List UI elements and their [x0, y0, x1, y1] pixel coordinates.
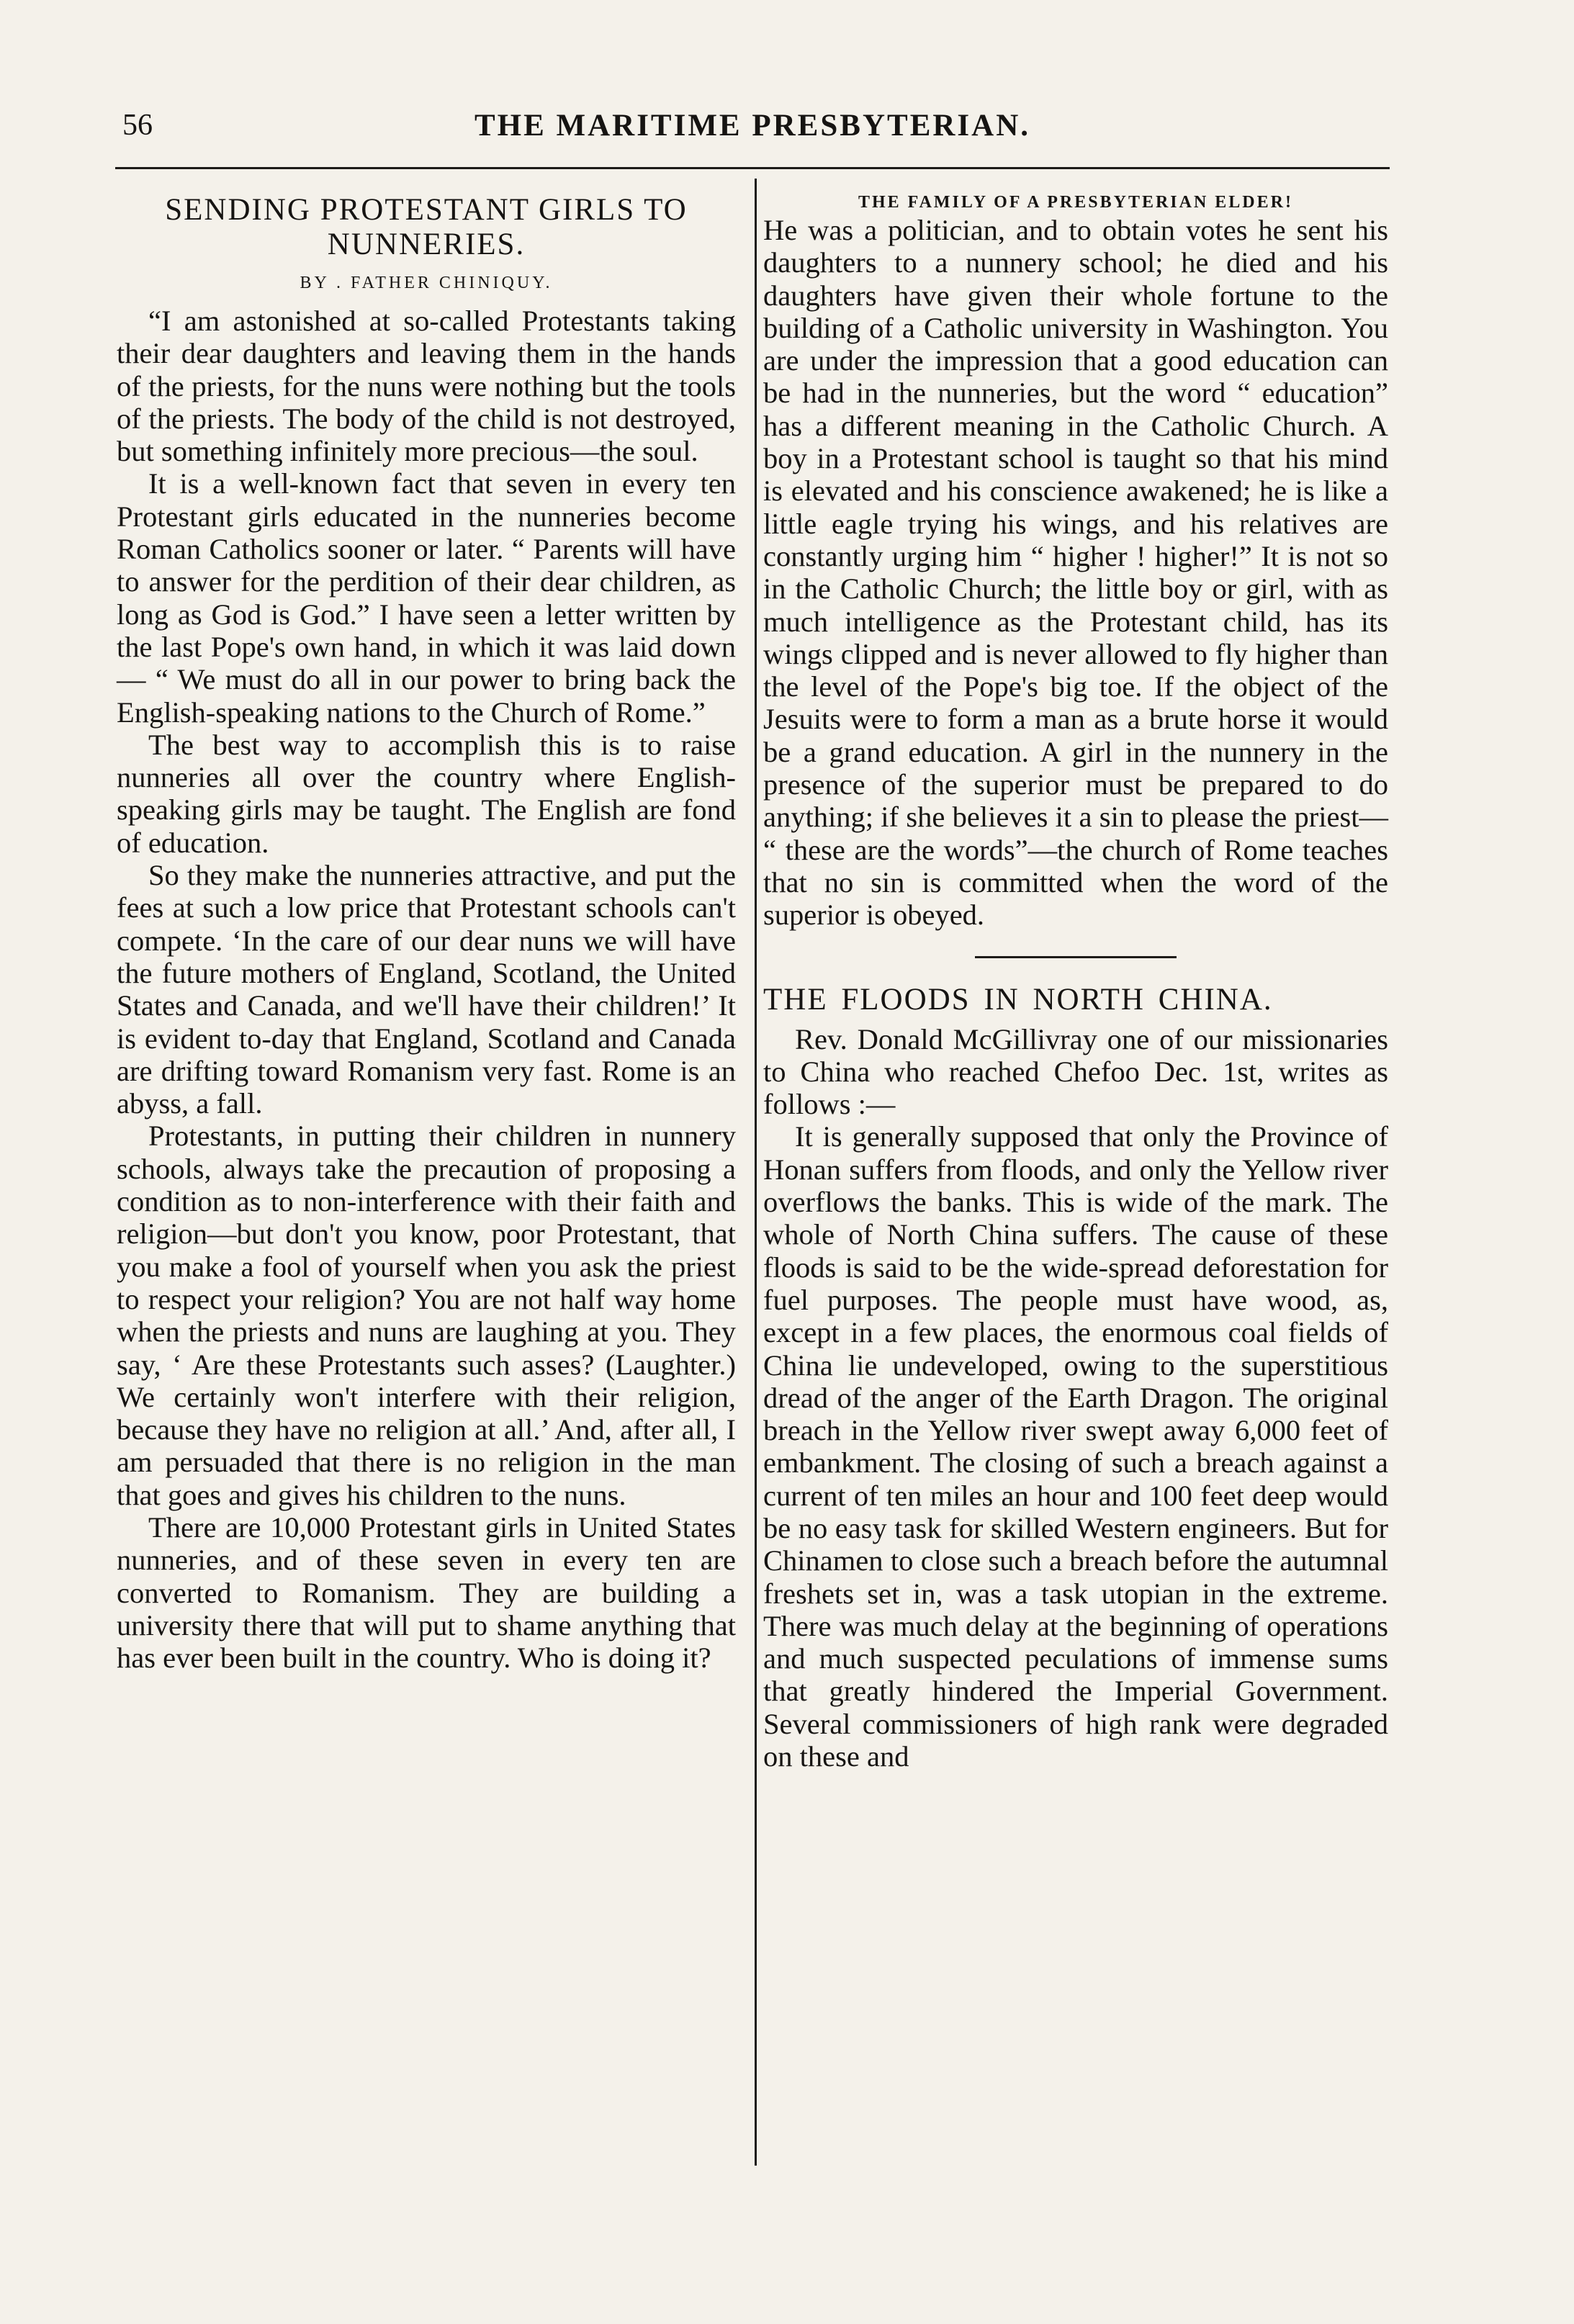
- article-title-nunneries: SENDING PROTESTANT GIRLS TO NUNNERIES.: [165, 193, 688, 261]
- article-title-floods: THE FLOODS IN NORTH CHINA.: [763, 982, 1273, 1017]
- paragraph: Rev. Donald McGillivray one of our missionaries to China who reached Chefoo Dec. 1st, writes as follows :—: [763, 1022, 1388, 1121]
- header-rule: [115, 167, 1390, 169]
- paragraph: Protestants, in putting their children in nunnery schools, always take the precaution of proposing a condition as to non-interference with their faith and religion—but don't you know, poor Protestant, that you make a fool of yourself when you ask the priest to respect your religion? You are not half way home when the priests and nuns are laughing at you. They say, ‘ Are these Protestants such asses? (Laughter.) We certainly won't interfere with their religion, because they have no religion at all.’ And, after all, I am persuaded that there is no religion in the man that goes and gives his children to the nuns.: [117, 1120, 736, 1511]
- paragraph: It is generally supposed that only the Province of Honan suffers from floods, and only the Yellow river overflows the banks. This is wide of the mark. The whole of North China suffers. The cause of these floods is said to be the wide-spread deforestation for fuel purposes. The people must have wood, as, except in a few places, the enormous coal fields of China lie undeveloped, owing to the superstitious dread of the anger of the Earth Dragon. The original breach in the Yellow river swept away 6,000 feet of embankment. The closing of such a breach against a current of ten miles an hour and 100 feet deep would be no easy task for skilled Western engineers. But for Chinamen to close such a breach before the autumnal freshets set in, was a task utopian in the extreme. There was much delay at the beginning of operations and much suspected peculations of immense sums that greatly hindered the Imperial Government. Several commissioners of high rank were degraded on these and: [763, 1120, 1388, 1773]
- left-column: [117, 193, 736, 1674]
- column-divider: [755, 179, 757, 2166]
- right-column: [763, 193, 1388, 1773]
- paragraph: He was a politician, and to obtain votes he sent his daughters to a nunnery school; he died and his daughters have given their whole fortune to the building of a Catholic university in Washington. You are under the impression that a good education can be had in the nunneries, but the word “ education” has a different meaning in the Catholic Church. A boy in a Protestant school is taught so that his mind is elevated and his conscience awakened; he is like a little eagle trying his wings, and his relatives are constantly urging him “ higher ! higher!” It is not so in the Catholic Church; the little boy or girl, with as much intelligence as the Protestant child, has its wings clipped and is never allowed to fly higher than the level of the Pope's big toe. If the object of the Jesuits were to form a man as a brute horse it would be a grand education. A girl in the nunnery in the presence of the superior must be prepared to do anything; if she believes it a sin to please the priest— “ these are the words”—the church of Rome teaches that no sin is committed when the word of the superior is obeyed.: [763, 214, 1388, 932]
- paragraph: So they make the nunneries attractive, and put the fees at such a low price that Protestant schools can't compete. ‘In the care of our dear nuns we will have the future mothers of England, Scotland, the United States and Canada, and we'll have their children!’ It is evident to-day that England, Scotland and Canada are drifting toward Romanism very fast. Rome is an abyss, a fall.: [117, 859, 736, 1120]
- paragraph: It is a well-known fact that seven in every ten Protestant girls educated in the nunneries become Roman Catholics sooner or later. “ Parents will have to answer for the perdition of their dear children, as long as God is God.” I have seen a letter written by the last Pope's own hand, in which it was laid down— “ We must do all in our power to bring back the English-speaking nations to the Church of Rome.”: [117, 467, 736, 729]
- running-head: [122, 108, 1382, 151]
- journal-title: THE MARITIME PRESBYTERIAN.: [474, 109, 1031, 143]
- paragraph: “I am astonished at so-called Protestants taking their dear daughters and leaving them in the hands of the priests, for the nuns were nothing but the tools of the priests. The body of the child is not destroyed, but something infinitely more precious—the soul.: [117, 305, 736, 468]
- section-divider: [975, 956, 1177, 958]
- page-number: 56: [122, 109, 153, 142]
- byline: BY . FATHER CHINIQUY.: [300, 274, 553, 292]
- paragraph: There are 10,000 Protestant girls in United States nunneries, and of these seven in every ten are converted to Romanism. They are building a university there that will put to shame anything that has ever been built in the country. Who is doing it?: [117, 1510, 736, 1675]
- paragraph: The best way to accomplish this is to raise nunneries all over the country where English-speaking girls may be taught. The English are fond of education.: [117, 728, 736, 859]
- continuation-heading: THE FAMILY OF A PRESBYTERIAN ELDER!: [858, 193, 1293, 212]
